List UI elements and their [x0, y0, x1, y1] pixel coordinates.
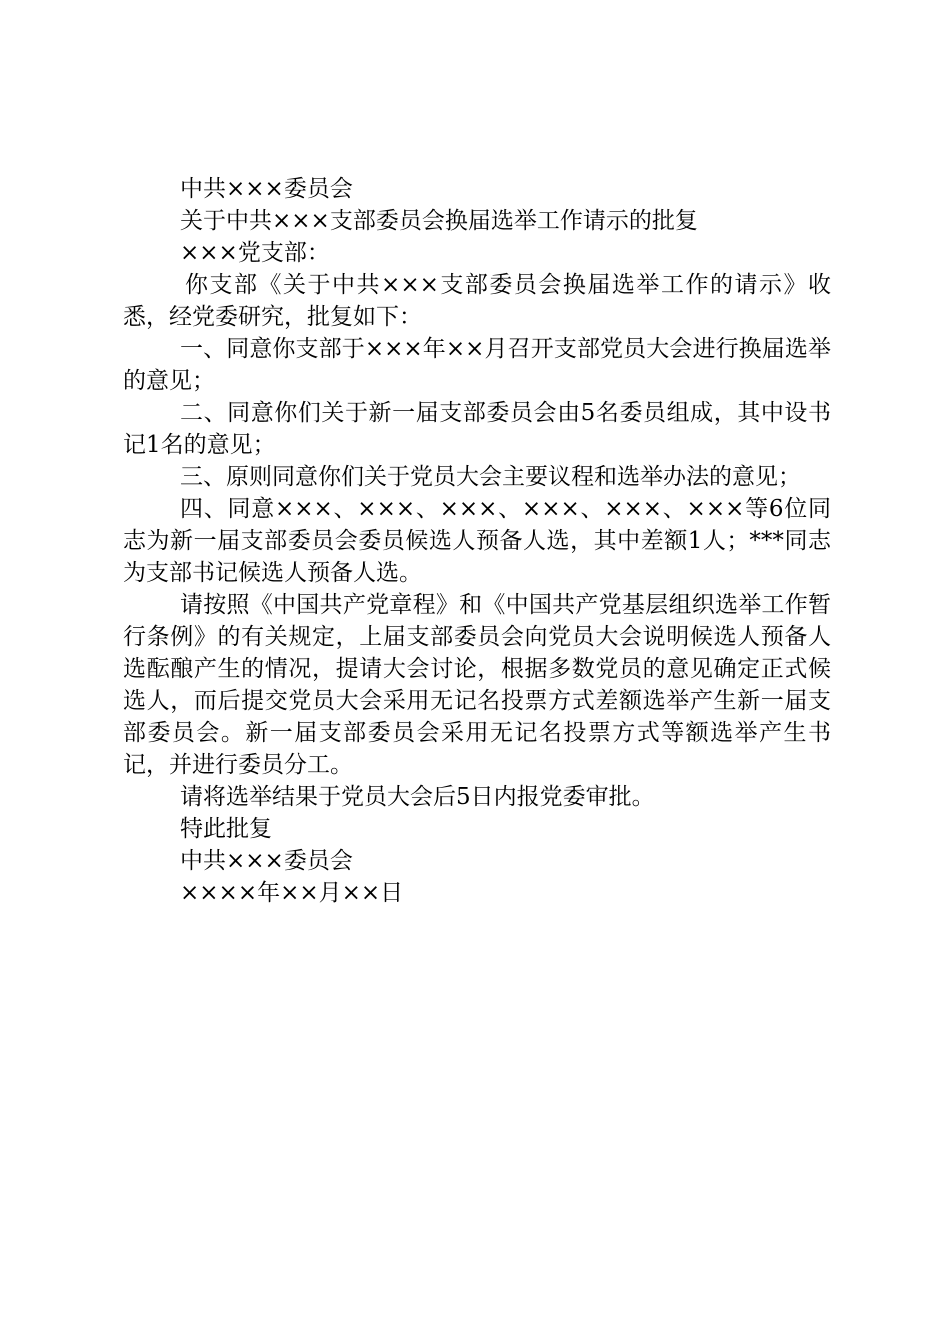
issuer-heading: 中共×××委员会 [180, 176, 353, 202]
report-deadline: 请将选举结果于党员大会后5日内报党委审批。 [180, 784, 655, 810]
approval-item-3: 三、原则同意你们关于党员大会主要议程和选举办法的意见； [180, 464, 801, 490]
signature-issuer: 中共×××委员会 [180, 848, 353, 874]
approval-item-1: 一、同意你支部于×××年××月召开支部党员大会进行换届选举的意见； [123, 336, 831, 394]
approval-item-2: 二、同意你们关于新一届支部委员会由5名委员组成，其中设书记1名的意见； [123, 400, 831, 458]
document-body [123, 173, 831, 909]
addressee: ×××党支部： [180, 240, 330, 266]
closing-phrase: 特此批复 [180, 816, 272, 842]
signature-date: ××××年××月××日 [180, 880, 404, 906]
instructions-paragraph: 请按照《中国共产党章程》和《中国共产党基层组织选举工作暂行条例》的有关规定，上届支部委员会向党员大会说明候选人预备人选酝酿产生的情况，提请大会讨论，根据多数党员的意见确定正式候选人，而后提交党员大会采用无记名投票方式差额选举产生新一届支部委员会。新一届支部委员会采用无记名投票方式等额选举产生书记，并进行委员分工。 [123, 592, 831, 778]
document-title: 关于中共×××支部委员会换届选举工作请示的批复 [180, 208, 698, 234]
approval-item-4: 四、同意×××、×××、×××、×××、×××、×××等6位同志为新一届支部委员会委员候选人预备人选，其中差额1人；***同志为支部书记候选人预备人选。 [123, 496, 831, 586]
intro-paragraph: 你支部《关于中共×××支部委员会换届选举工作的请示》收悉，经党委研究，批复如下： [123, 272, 831, 330]
